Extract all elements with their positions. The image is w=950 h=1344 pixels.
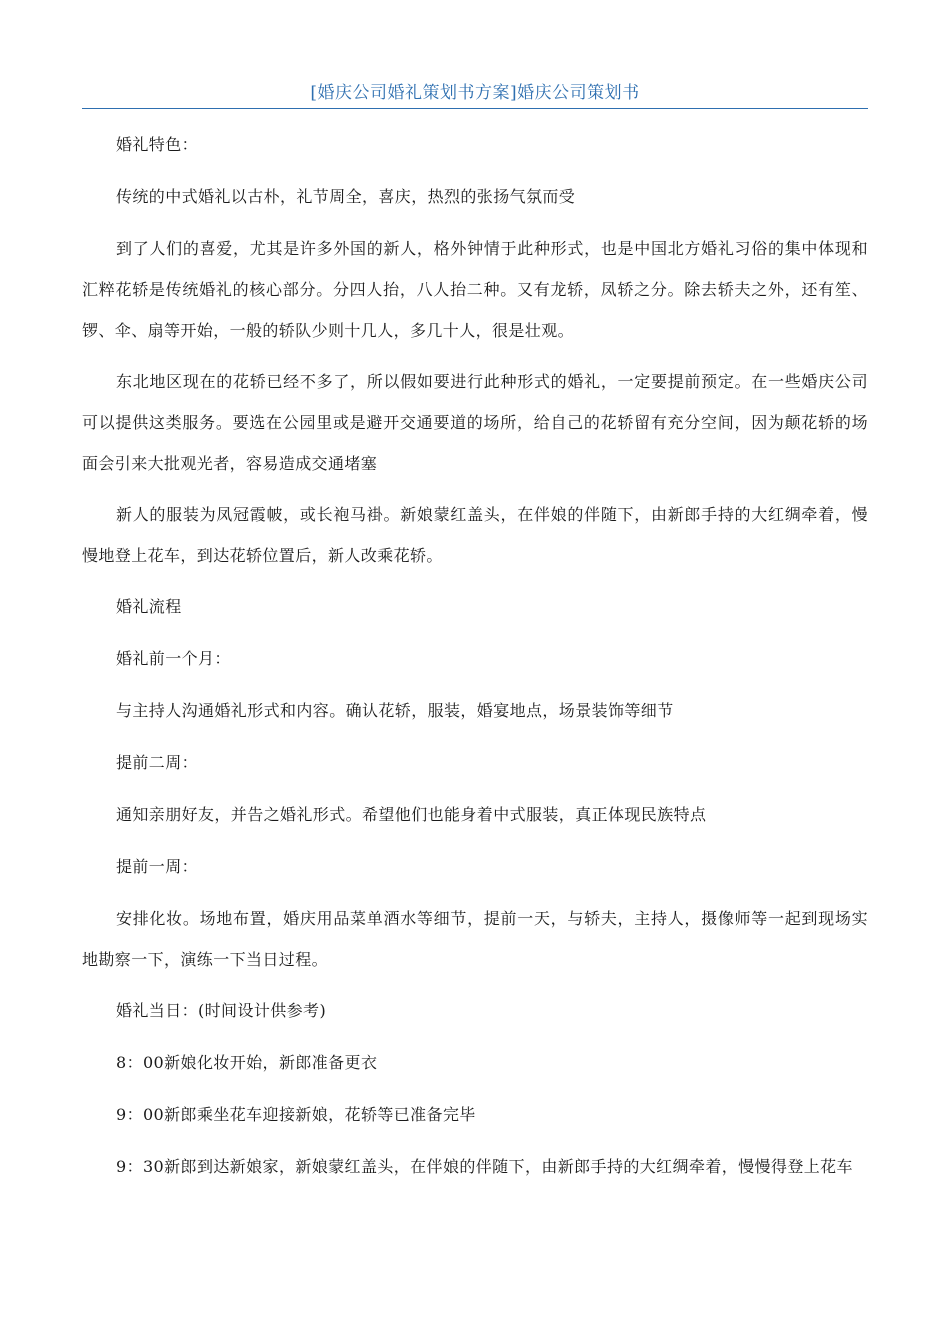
paragraph-0800: 8：00新娘化妆开始，新郎准备更衣 [116, 1053, 378, 1072]
paragraph-process-heading: 婚礼流程 [116, 597, 182, 616]
paragraph-northeast-note: 东北地区现在的花轿已经不多了，所以假如要进行此种形式的婚礼，一定要提前预定。在一些婚庆公司可以提供这类服务。要选在公园里或是避开交通要道的场所，给自己的花轿留有充分空间，因为颠花轿的场面会引来大批观光者，容易造成交通堵塞 [82, 372, 868, 473]
paragraph-0930: 9：30新郎到达新娘家，新娘蒙红盖头，在伴娘的伴随下，由新郎手持的大红绸牵着，慢慢得登上花车 [116, 1157, 853, 1176]
paragraph-host-communication: 与主持人沟通婚礼形式和内容。确认花轿，服装，婚宴地点，场景装饰等细节 [116, 701, 674, 720]
paragraph-two-weeks-before: 提前二周： [116, 753, 199, 772]
paragraph-one-week-before: 提前一周： [116, 857, 199, 876]
paragraph-wedding-features-heading: 婚礼特色： [116, 135, 199, 154]
paragraph-makeup-arrangement: 安排化妆。场地布置，婚庆用品菜单酒水等细节，提前一天，与轿夫，主持人，摄像师等一起到现场实地勘察一下，演练一下当日过程。 [82, 909, 868, 969]
page-header-title: [婚庆公司婚礼策划书方案]婚庆公司策划书 [310, 83, 640, 103]
paragraph-0900: 9：00新郎乘坐花车迎接新娘，花轿等已准备完毕 [116, 1105, 476, 1124]
document-body [82, 124, 868, 1197]
paragraph-notify-friends: 通知亲朋好友，并告之婚礼形式。希望他们也能身着中式服装，真正体现民族特点 [116, 805, 707, 824]
paragraph-costume: 新人的服装为凤冠霞帔，或长袍马褂。新娘蒙红盖头，在伴娘的伴随下，由新郎手持的大红绸牵着，慢慢地登上花车，到达花轿位置后，新人改乘花轿。 [82, 505, 868, 565]
paragraph-intro: 传统的中式婚礼以古朴，礼节周全，喜庆，热烈的张扬气氛而受 [116, 187, 576, 206]
paragraph-one-month-before: 婚礼前一个月： [116, 649, 231, 668]
header-divider [82, 108, 868, 109]
paragraph-sedan-description: 到了人们的喜爱，尤其是许多外国的新人，格外钟情于此种形式，也是中国北方婚礼习俗的集中体现和汇粹花轿是传统婚礼的核心部分。分四人抬，八人抬二种。又有龙轿，凤轿之分。除去轿夫之外，还有笙、锣、伞、扇等开始，一般的轿队少则十几人，多几十人，很是壮观。 [82, 239, 868, 340]
paragraph-wedding-day: 婚礼当日：(时间设计供参考) [116, 1001, 327, 1020]
